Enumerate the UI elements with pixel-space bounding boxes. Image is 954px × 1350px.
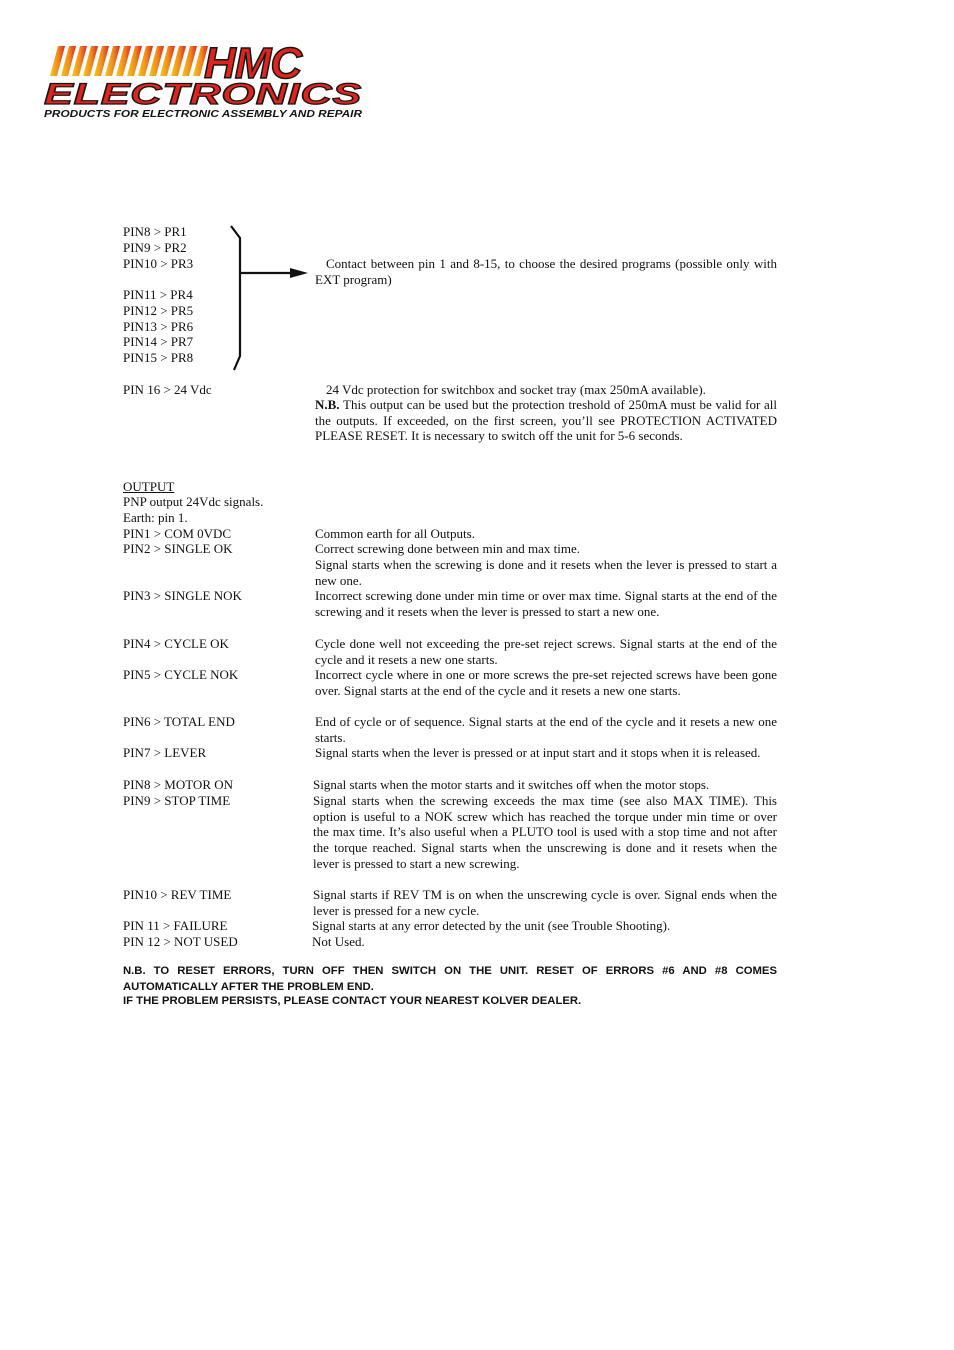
output-row-desc: Incorrect cycle where in one or more screws the pre-set rejected screws have been gone over. Signal starts at the end of the cycle and it resets a new one starts. — [315, 667, 777, 698]
output-row-desc: Common earth for all Outputs. — [315, 526, 475, 541]
logo-brand-top: HMC — [204, 42, 302, 88]
pin16-description: 24 Vdc protection for switchbox and socket tray (max 250mA available). — [326, 382, 706, 397]
output-line1: PNP output 24Vdc signals. — [123, 494, 264, 509]
output-row-label: PIN3 > SINGLE NOK — [123, 588, 242, 603]
output-row-desc: End of cycle or of sequence. Signal starts at the end of the cycle and it resets a new one starts. — [315, 714, 777, 745]
output-row-label: PIN2 > SINGLE OK — [123, 541, 233, 556]
output-row-label: PIN7 > LEVER — [123, 745, 207, 760]
input-pin-pr3: PIN10 > PR3 — [123, 256, 194, 271]
bracket-arrow-icon — [228, 224, 308, 374]
reset-errors-note: N.B. TO RESET ERRORS, TURN OFF THEN SWITCH ON THE UNIT. RESET OF ERRORS #6 AND #8 COMES AUTOMATICALLY AFTER THE PROBLEM END. — [123, 965, 777, 993]
output-row-desc: Signal starts at any error detected by the unit (see Trouble Shooting). — [312, 918, 671, 933]
contact-description: Contact between pin 1 and 8-15, to choose the desired programs (possible only with EXT program) — [315, 256, 777, 287]
output-row-desc: Not Used. — [312, 934, 365, 949]
input-pin-pr4: PIN11 > PR4 — [123, 287, 193, 302]
output-row-desc: Incorrect screwing done under min time or over max time. Signal starts at the end of the screwing and it resets when the lever is pressed to start a new one. — [315, 588, 777, 619]
output-row-desc: Signal starts when the screwing exceeds the max time (see also MAX TIME). This option is useful to a NOK screw which has reached the torque under min time or over the max time. It’s also useful when a PLUTO tool is used with a stop time and not after the torque reached. Signal starts when the unscrewing is done and it resets when the lever is pressed to start a new screwing. — [313, 793, 777, 871]
output-row-label: PIN 11 > FAILURE — [123, 918, 228, 933]
pin16-label: PIN 16 > 24 Vdc — [123, 382, 212, 397]
pin16-note-text: This output can be used but the protection treshold of 250mA must be valid for all the outputs. If exceeded, on the first screen, you’ll see PROTECTION ACTIVATED PLEASE RESET. It is necessary to switch off the unit for 5-6 seconds. — [315, 397, 778, 444]
output-row-desc: Signal starts when the lever is pressed or at input start and it stops when it is released. — [315, 745, 761, 760]
output-row-desc: Signal starts when the motor starts and it switches off when the motor stops. — [313, 777, 710, 792]
input-pin-pr6: PIN13 > PR6 — [123, 319, 194, 334]
contact-dealer-note: IF THE PROBLEM PERSISTS, PLEASE CONTACT YOUR NEAREST KOLVER DEALER. — [123, 995, 582, 1007]
hmc-electronics-logo — [44, 42, 366, 120]
pin16-note-label: N.B. — [315, 397, 340, 412]
output-row-desc: Signal starts if REV TM is on when the unscrewing cycle is over. Signal ends when the lever is pressed for a new cycle. — [313, 887, 777, 918]
output-row-label: PIN6 > TOTAL END — [123, 714, 235, 729]
input-pin-pr5: PIN12 > PR5 — [123, 303, 194, 318]
logo-tagline: PRODUCTS FOR ELECTRONIC ASSEMBLY AND REPAIR — [44, 108, 363, 120]
output-heading: OUTPUT — [123, 479, 175, 494]
output-row-desc: Cycle done well not exceeding the pre-set reject screws. Signal starts at the end of the cycle and it resets a new one starts. — [315, 636, 777, 667]
output-row-label: PIN10 > REV TIME — [123, 887, 232, 902]
input-pin-pr8: PIN15 > PR8 — [123, 350, 194, 365]
logo-brand-bottom: ELECTRONICS — [44, 78, 362, 111]
output-row-label: PIN 12 > NOT USED — [123, 934, 238, 949]
pin16-note — [315, 397, 777, 444]
input-pin-pr7: PIN14 > PR7 — [123, 334, 194, 349]
output-row-desc: Correct screwing done between min and max time. — [315, 541, 580, 556]
output-row-label: PIN1 > COM 0VDC — [123, 526, 232, 541]
input-pin-pr1: PIN8 > PR1 — [123, 224, 187, 239]
output-row-desc: Signal starts when the screwing is done and it resets when the lever is pressed to start a new one. — [315, 557, 777, 588]
output-row-label: PIN9 > STOP TIME — [123, 793, 231, 808]
stripes-graphic — [50, 46, 208, 76]
output-line2: Earth: pin 1. — [123, 510, 188, 525]
input-pin-pr2: PIN9 > PR2 — [123, 240, 187, 255]
output-row-label: PIN8 > MOTOR ON — [123, 777, 234, 792]
output-row-label: PIN4 > CYCLE OK — [123, 636, 229, 651]
output-row-label: PIN5 > CYCLE NOK — [123, 667, 239, 682]
